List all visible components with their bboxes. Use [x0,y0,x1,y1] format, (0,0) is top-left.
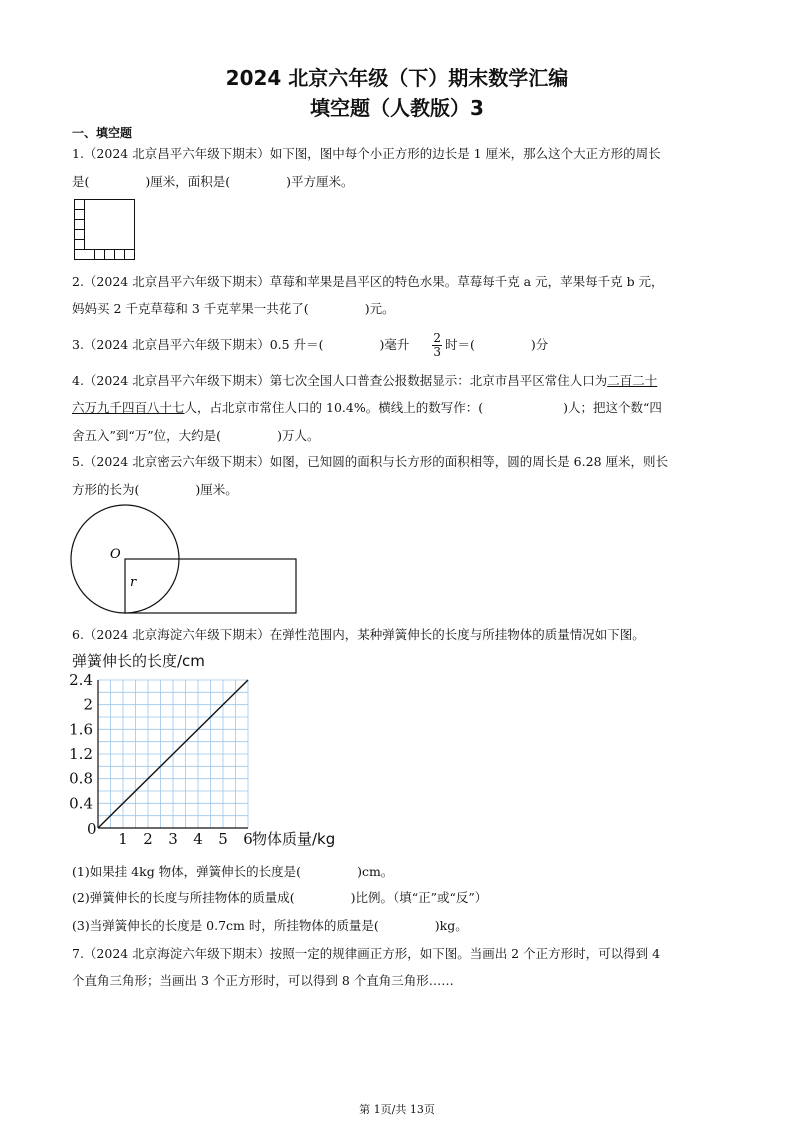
q6-sub2 [72,888,732,906]
q3-text: )分 [530,337,549,352]
q3-fraction-denominator: 3 [433,345,441,359]
y-tick-label: 0.4 [69,794,93,813]
q6-sub1 [72,862,732,880]
q4-text: 舍五入”到“万”位，大约是( [72,428,222,443]
q1-text: 是( [72,174,90,189]
q6-text: (2)弹簧伸长的长度与所挂物体的质量成( [72,890,295,905]
page-title-line2: 填空题（人教版）3 [310,96,484,120]
q4-line1 [72,371,732,389]
q3-line [72,332,732,359]
q7-line1: 7.（2024 北京海淀六年级下期末）按照一定的规律画正方形，如下图。当画出 2 个正方形时，可以得到 4 [72,946,661,961]
q4-underlined-number: 二百二十 [607,373,658,388]
q5-line1: 5.（2024 北京密云六年级下期末）如图，已知圆的面积与长方形的面积相等，圆的周长是 6.28 厘米，则长 [72,454,668,469]
y-tick-label: 2.4 [69,671,93,689]
x-tick-label: 2 [143,830,153,848]
q2-text: )元。 [364,301,395,316]
q1-text: )厘米，面积是( [145,174,231,189]
q1-text: )平方厘米。 [286,174,354,189]
q1-line1: 1.（2024 北京昌平六年级下期末）如下图，图中每个小正方形的边长是 1 厘米，那么这个大正方形的周长 [72,146,661,161]
chart-origin-label: 0 [87,820,97,838]
section-heading: 一、填空题 [72,126,133,140]
q6-sub3 [72,916,732,934]
x-tick-label: 4 [193,830,203,848]
q7-line2: 个直角三角形；当画出 3 个正方形时，可以得到 8 个直角三角形…… [72,973,454,988]
q6-line1: 6.（2024 北京海淀六年级下期末）在弹性范围内，某种弹簧伸长的长度与所挂物体的质量情况如下图。 [72,627,645,642]
chart-tick-labels [69,671,253,848]
q1-line2 [72,172,732,190]
chart-xlabel: 物体质量/kg [252,830,336,848]
y-tick-label: 1.2 [69,745,93,763]
q5-rectangle [125,559,296,613]
y-tick-label: 1.6 [69,720,93,739]
q1-square-figure [74,199,136,261]
q5-text: 方形的长为( [72,482,140,497]
q3-text: )毫升 [379,337,410,352]
q6-text: )kg。 [434,918,468,933]
q3-fraction [432,332,442,359]
spring-chart [60,648,360,848]
chart-ylabel: 弹簧伸长的长度/cm [72,652,205,670]
q3-text: 3.（2024 北京昌平六年级下期末）0.5 升＝( [72,337,324,352]
x-tick-label: 5 [218,830,228,848]
page-title-line1: 2024 北京六年级（下）期末数学汇编 [225,66,569,90]
q4-line2 [72,398,732,416]
q2-line2 [72,299,732,317]
q3-text: 时＝( [444,337,475,352]
q5-label-o: O [110,547,121,562]
q6-text: )比例。（填“正”或“反”） [350,890,488,905]
q3-fraction-numerator: 2 [433,331,441,345]
x-tick-label: 6 [243,830,253,848]
q6-text: (3)当弹簧伸长的长度是 0.7cm 时，所挂物体的质量是( [72,918,379,933]
x-tick-label: 1 [118,830,128,848]
q4-text: )万人。 [277,428,320,443]
q5-circle-rectangle-figure [70,504,300,616]
q6-text: )cm。 [357,864,394,879]
page-footer: 第 1页/共 13页 [359,1103,435,1116]
q4-text: 4.（2024 北京昌平六年级下期末）第七次全国人口普查公报数据显示：北京市昌平区常住人口为 [72,373,608,388]
q5-line2 [72,480,732,498]
q4-underlined-number: 六万九千四百八十七 [72,400,185,415]
y-tick-label: 0.8 [69,769,93,788]
q5-text: )厘米。 [195,482,238,497]
q4-text: 人，占北京市常住人口的 10.4%。横线上的数写作：( [184,400,484,415]
q4-line3 [72,426,732,444]
q6-text: (1)如果挂 4kg 物体，弹簧伸长的长度是( [72,864,302,879]
x-tick-label: 3 [168,830,178,848]
q4-text: )人；把这个数“四 [563,400,662,415]
q5-label-r: r [130,575,137,590]
q2-text: 妈妈买 2 千克草莓和 3 千克苹果一共花了( [72,301,309,316]
y-tick-label: 2 [83,695,93,714]
q2-line1: 2.（2024 北京昌平六年级下期末）草莓和苹果是昌平区的特色水果。草莓每千克 a 元，苹果每千克 b 元， [72,274,664,289]
